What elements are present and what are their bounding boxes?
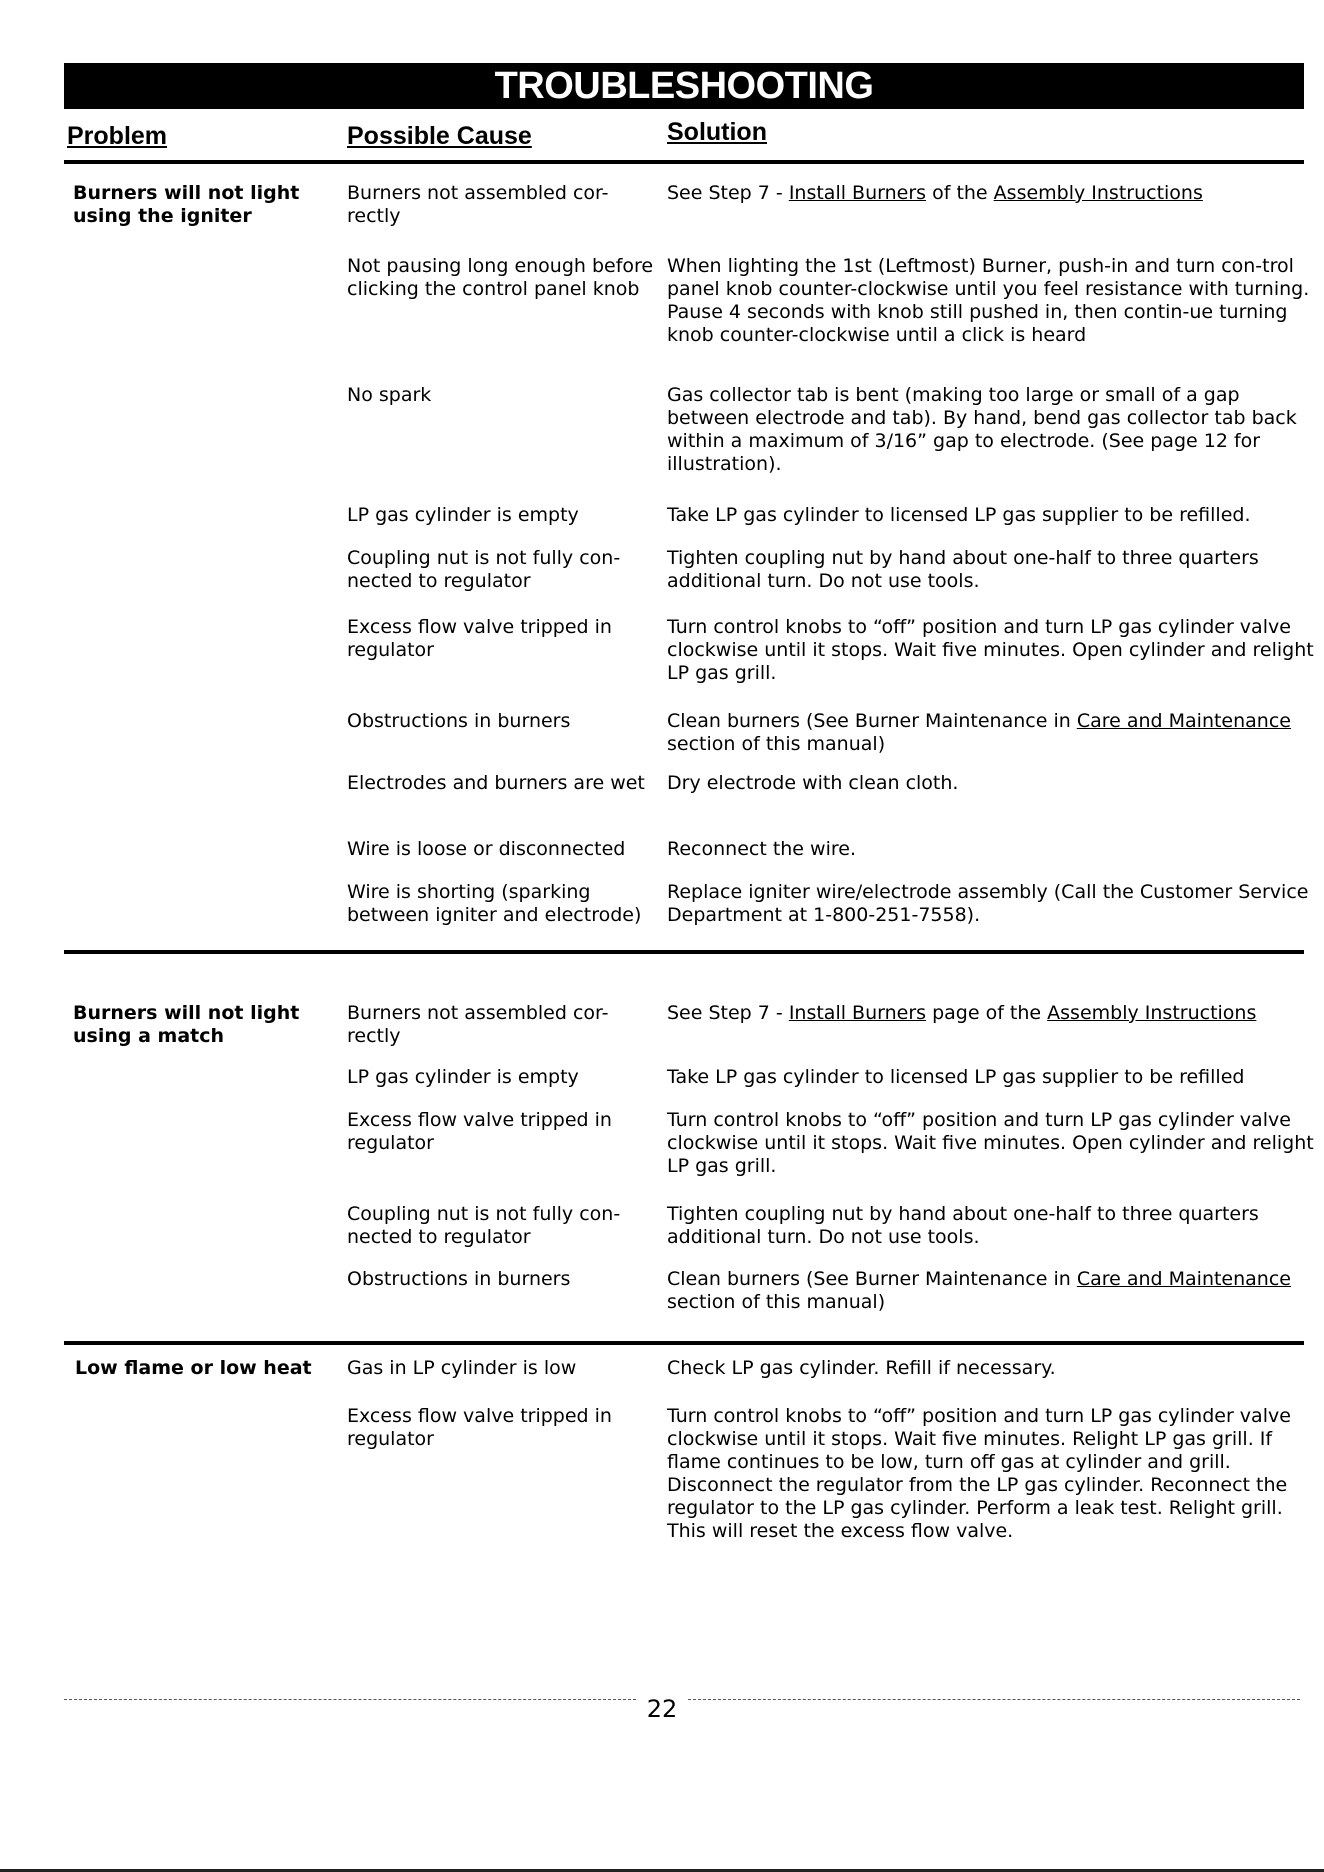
- possible-cause: Wire is loose or disconnected: [347, 838, 626, 860]
- solution-text: [667, 1109, 1317, 1178]
- possible-cause: Obstructions in burners: [347, 1268, 571, 1290]
- footer-rule-right: [688, 1699, 1300, 1700]
- solution-text: [667, 1203, 1317, 1249]
- solution-text: [667, 1268, 1317, 1314]
- solution-segment: Check LP gas cylinder. Refill if necessary.: [667, 1357, 1056, 1379]
- solution-text: [667, 772, 1317, 795]
- cross-reference: Care and Maintenance: [1076, 710, 1291, 732]
- column-header-problem: Problem: [67, 122, 168, 150]
- solution-segment: See Step 7 -: [667, 182, 789, 204]
- possible-cause: Wire is shorting (sparking between igniter and electrode): [347, 881, 642, 926]
- footer-rule-left: [64, 1699, 636, 1700]
- possible-cause: Coupling nut is not fully con-nected to regulator: [347, 547, 621, 592]
- solution-segment: Tighten coupling nut by hand about one-half to three quarters additional turn. Do not use tools.: [667, 547, 1259, 592]
- solution-text: [667, 1357, 1317, 1380]
- solution-segment: Clean burners (See Burner Maintenance in: [667, 710, 1077, 732]
- cross-reference: Care and Maintenance: [1076, 1268, 1291, 1290]
- cross-reference: Assembly Instructions: [993, 182, 1203, 204]
- solution-text: [667, 838, 1317, 861]
- solution-text: [667, 547, 1317, 593]
- solution-text: [667, 504, 1317, 527]
- solution-segment: When lighting the 1st (Leftmost) Burner, push-in and turn con-trol panel knob counter-clockwise until you feel resistance with turning. Pause 4 seconds with knob still pushed in, then contin-ue turning knob counter-clockwise until a click is heard: [667, 255, 1310, 346]
- possible-cause: Excess flow valve tripped in regulator: [347, 1109, 612, 1154]
- possible-cause: Obstructions in burners: [347, 710, 571, 732]
- solution-segment: Turn control knobs to “off” position and turn LP gas cylinder valve clockwise until it stops. Wait five minutes. Open cylinder and relight LP gas grill.: [667, 1109, 1314, 1177]
- solution-text: [667, 1066, 1317, 1089]
- column-header-solution: Solution: [667, 118, 767, 146]
- solution-segment: Gas collector tab is bent (making too large or small of a gap between electrode and tab). By hand, bend gas collector tab back within a maximum of 3/16” gap to electrode. (See page 12 for illustration).: [667, 384, 1297, 475]
- possible-cause: Excess flow valve tripped in regulator: [347, 1405, 612, 1450]
- column-header-possible-cause: Possible Cause: [347, 122, 532, 150]
- problem-label: Burners will not light using a match: [73, 1002, 300, 1047]
- solution-segment: Take LP gas cylinder to licensed LP gas supplier to be refilled.: [667, 504, 1251, 526]
- possible-cause: Electrodes and burners are wet: [347, 772, 645, 794]
- possible-cause: LP gas cylinder is empty: [347, 1066, 579, 1088]
- solution-segment: section of this manual): [667, 733, 886, 755]
- solution-segment: Clean burners (See Burner Maintenance in: [667, 1268, 1077, 1290]
- solution-segment: See Step 7 -: [667, 1002, 789, 1024]
- possible-cause: Excess flow valve tripped in regulator: [347, 616, 612, 661]
- solution-segment: section of this manual): [667, 1291, 886, 1313]
- solution-text: [667, 881, 1317, 927]
- solution-text: [667, 255, 1317, 347]
- page-title: TROUBLESHOOTING: [64, 63, 1304, 109]
- problem-label: Burners will not light using the igniter: [73, 182, 300, 227]
- solution-segment: page of the: [926, 1002, 1048, 1024]
- solution-segment: Turn control knobs to “off” position and turn LP gas cylinder valve clockwise until it stops. Wait five minutes. Relight LP gas grill. If flame continues to be low, turn off gas at cylinder and grill. Disconnect the regulator from the LP gas cylinder. Reconnect the regulator to the LP gas cylinder. Perform a leak test. Relight grill. This will reset the excess flow valve.: [667, 1405, 1291, 1542]
- solution-text: [667, 182, 1317, 205]
- section-divider: [64, 950, 1304, 954]
- solution-text: [667, 710, 1317, 756]
- header-divider: [64, 160, 1304, 164]
- solution-segment: Turn control knobs to “off” position and turn LP gas cylinder valve clockwise until it stops. Wait five minutes. Open cylinder and relight LP gas grill.: [667, 616, 1314, 684]
- cross-reference: Assembly Instructions: [1047, 1002, 1257, 1024]
- problem-label: Low flame or low heat: [75, 1357, 312, 1379]
- solution-segment: of the: [926, 182, 994, 204]
- possible-cause: No spark: [347, 384, 432, 406]
- possible-cause: Burners not assembled cor-rectly: [347, 1002, 609, 1047]
- solution-segment: Reconnect the wire.: [667, 838, 856, 860]
- page-number: 22: [646, 1695, 678, 1723]
- possible-cause: Gas in LP cylinder is low: [347, 1357, 577, 1379]
- solution-segment: Take LP gas cylinder to licensed LP gas supplier to be refilled: [667, 1066, 1245, 1088]
- possible-cause: Coupling nut is not fully con-nected to regulator: [347, 1203, 621, 1248]
- solution-segment: Dry electrode with clean cloth.: [667, 772, 959, 794]
- solution-segment: Tighten coupling nut by hand about one-half to three quarters additional turn. Do not use tools.: [667, 1203, 1259, 1248]
- solution-text: [667, 1002, 1317, 1025]
- cross-reference: Install Burners: [788, 182, 927, 204]
- solution-text: [667, 616, 1317, 685]
- cross-reference: Install Burners: [788, 1002, 927, 1024]
- section-divider: [64, 1341, 1304, 1345]
- possible-cause: Burners not assembled cor-rectly: [347, 182, 609, 227]
- possible-cause: Not pausing long enough before clicking the control panel knob: [347, 255, 654, 300]
- solution-text: [667, 1405, 1317, 1543]
- solution-text: [667, 384, 1317, 476]
- solution-segment: Replace igniter wire/electrode assembly (Call the Customer Service Department at 1-800-251-7558).: [667, 881, 1309, 926]
- possible-cause: LP gas cylinder is empty: [347, 504, 579, 526]
